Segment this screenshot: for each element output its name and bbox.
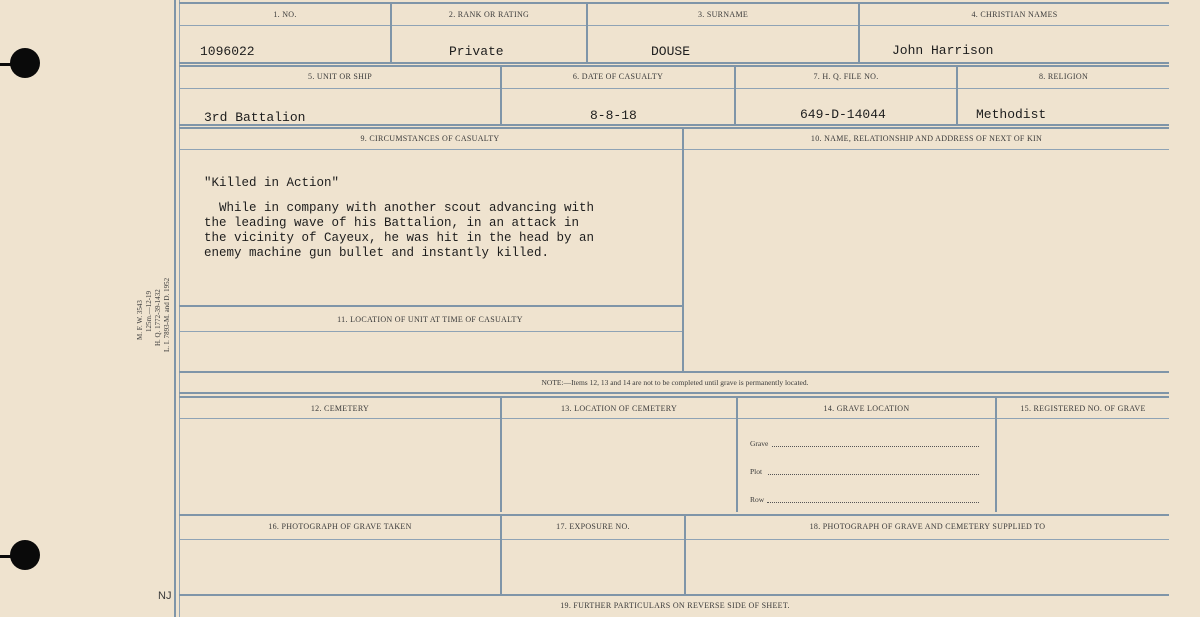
note-top <box>179 371 1169 373</box>
religion-label: 8. RELIGION <box>1038 72 1089 81</box>
location-labelline <box>179 331 682 332</box>
side-print-4: L. I. 7893-M. and D. 1952 <box>163 277 171 352</box>
rank-value: Private <box>449 44 504 59</box>
row2-bottom <box>179 124 1169 126</box>
row2-labelline <box>179 88 1169 89</box>
left-margin-line <box>174 0 176 617</box>
corner-mark: NJ <box>158 590 172 602</box>
plot-dotline <box>768 474 979 475</box>
christian-label: 4. CHRISTIAN NAMES <box>971 10 1058 19</box>
rank-label: 2. RANK OR RATING <box>448 10 530 19</box>
cemetery-label: 12. CEMETERY <box>310 404 370 413</box>
circumstances-label: 9. CIRCUMSTANCES OF CASUALTY <box>360 134 500 143</box>
religion-value: Methodist <box>976 107 1047 122</box>
hq-label: 7. H. Q. FILE NO. <box>813 72 879 81</box>
grave-dotline <box>772 446 979 447</box>
registered-label: 15. REGISTERED NO. OF GRAVE <box>1020 404 1146 413</box>
row1-labelline <box>179 25 1169 26</box>
row4-top <box>179 396 1169 398</box>
row3-div <box>682 127 684 371</box>
row4-div2 <box>736 396 738 512</box>
photo-supplied-label: 18. PHOTOGRAPH OF GRAVE AND CEMETERY SUPPLIED TO <box>809 522 1046 531</box>
row4-labelline <box>179 418 1169 419</box>
location-label: 11. LOCATION OF UNIT AT TIME OF CASUALTY <box>337 315 523 324</box>
exposure-label: 17. EXPOSURE NO. <box>556 522 630 531</box>
surname-value: DOUSE <box>651 44 691 59</box>
date-value: 8-8-18 <box>590 108 637 123</box>
service-number: 1096022 <box>200 44 255 59</box>
circumstances-text: While in company with another scout advancing with the leading wave of his Battalion, in an attack in the vicinity of Cayeux, he was hit in the head by an enemy machine gun bullet and instantly killed. <box>204 201 595 260</box>
row-dotline <box>767 502 979 503</box>
row1-bottom <box>179 62 1169 64</box>
cemetery-location-label: 13. LOCATION OF CEMETERY <box>560 404 678 413</box>
row5-top <box>179 514 1169 516</box>
row3-top <box>179 127 1169 129</box>
grave-line-label: Grave <box>750 439 769 448</box>
punch-hole-top <box>10 48 40 78</box>
row5-labelline <box>179 539 1169 540</box>
photo-taken-label: 16. PHOTOGRAPH OF GRAVE TAKEN <box>268 522 412 531</box>
row4-div3 <box>995 396 997 512</box>
row3-labelline <box>179 149 1169 150</box>
no-label: 1. NO. <box>273 10 297 19</box>
location-top <box>179 305 682 307</box>
row6-top <box>179 594 1169 596</box>
punch-hole-bottom <box>10 540 40 570</box>
hq-file-value: 649-D-14044 <box>800 107 886 122</box>
side-print-3: H. Q. 1772-39-1432 <box>154 289 162 346</box>
next-of-kin-label: 10. NAME, RELATIONSHIP AND ADDRESS OF NEXT OF KIN <box>810 134 1043 143</box>
side-print-1: M. F. W. 3543 <box>136 300 144 340</box>
row2-top <box>179 65 1169 67</box>
row-line-label: Row <box>750 495 765 504</box>
surname-label: 3. SURNAME <box>697 10 749 19</box>
side-print-2: 125m.—12-19 <box>145 290 153 332</box>
row1-top <box>179 2 1169 4</box>
unit-label: 5. UNIT OR SHIP <box>308 72 372 81</box>
unit-value: 3rd Battalion <box>204 110 306 125</box>
row4-div1 <box>500 396 502 512</box>
further-label: 19. FURTHER PARTICULARS ON REVERSE SIDE OF SHEET. <box>560 601 790 610</box>
date-label: 6. DATE OF CASUALTY <box>572 72 664 81</box>
christian-value: John Harrison <box>892 43 994 58</box>
grave-location-label: 14. GRAVE LOCATION <box>823 404 910 413</box>
plot-line-label: Plot <box>750 467 763 476</box>
circumstances-title: "Killed in Action" <box>204 176 340 190</box>
note-bottom <box>179 392 1169 394</box>
note-text: NOTE:—Items 12, 13 and 14 are not to be completed until grave is permanently located. <box>541 378 809 387</box>
